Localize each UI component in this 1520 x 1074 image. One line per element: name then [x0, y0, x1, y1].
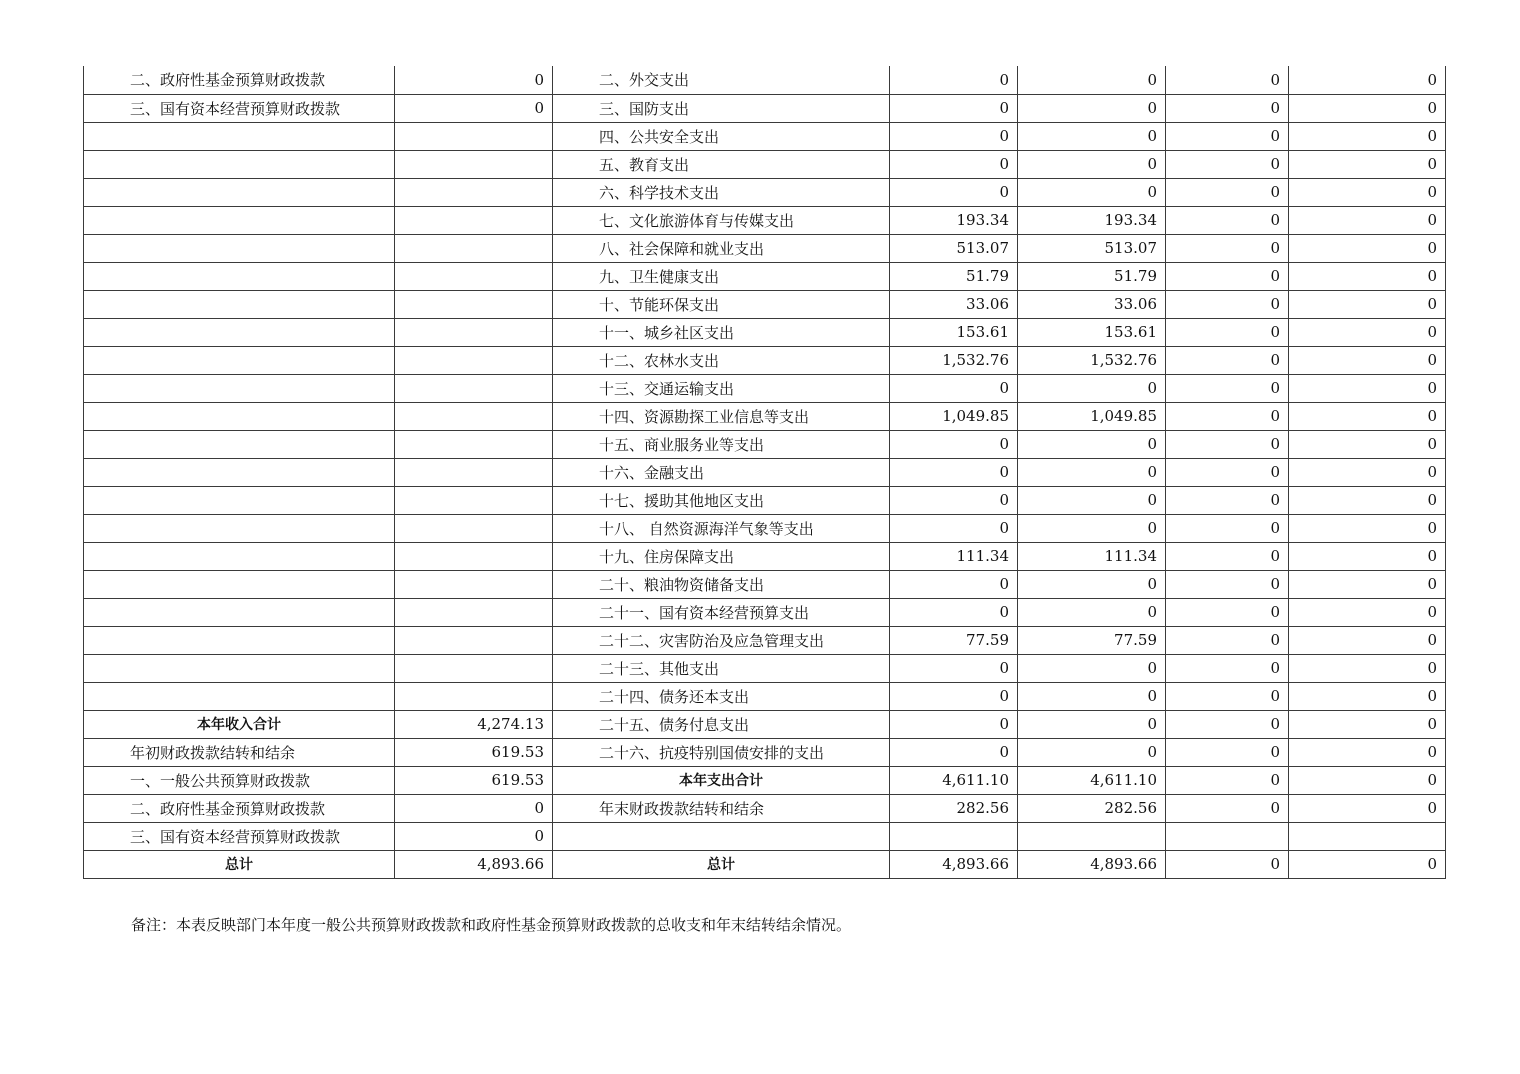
expense-state-capital: 0	[1289, 374, 1446, 402]
income-amount	[395, 402, 553, 430]
expense-general-public-budget: 0	[1018, 570, 1166, 598]
expense-item-label: 十二、农林水支出	[553, 346, 890, 374]
expense-total: 0	[890, 710, 1018, 738]
expense-total: 0	[890, 122, 1018, 150]
expense-general-public-budget: 77.59	[1018, 626, 1166, 654]
expense-state-capital: 0	[1289, 318, 1446, 346]
income-amount	[395, 290, 553, 318]
table-row	[84, 654, 1446, 682]
expense-general-public-budget: 1,049.85	[1018, 402, 1166, 430]
expense-government-fund: 0	[1166, 738, 1289, 766]
income-amount	[395, 598, 553, 626]
table-row	[84, 66, 1446, 94]
expense-general-public-budget: 0	[1018, 738, 1166, 766]
expense-general-public-budget: 0	[1018, 66, 1166, 94]
table-row	[84, 598, 1446, 626]
expense-total: 33.06	[890, 290, 1018, 318]
table-row	[84, 178, 1446, 206]
income-amount	[395, 374, 553, 402]
income-item-label	[84, 122, 395, 150]
expense-item-label: 年末财政拨款结转和结余	[553, 794, 890, 822]
table-row	[84, 150, 1446, 178]
expense-state-capital: 0	[1289, 710, 1446, 738]
expense-general-public-budget: 0	[1018, 682, 1166, 710]
expense-government-fund: 0	[1166, 430, 1289, 458]
expense-item-label: 十七、援助其他地区支出	[553, 486, 890, 514]
table-row	[84, 822, 1446, 850]
expense-state-capital: 0	[1289, 290, 1446, 318]
income-item-label	[84, 290, 395, 318]
income-item-label	[84, 262, 395, 290]
expense-government-fund: 0	[1166, 682, 1289, 710]
expense-general-public-budget: 0	[1018, 710, 1166, 738]
expense-total	[890, 822, 1018, 850]
income-amount	[395, 626, 553, 654]
income-amount: 0	[395, 66, 553, 94]
expense-state-capital: 0	[1289, 234, 1446, 262]
expense-general-public-budget: 0	[1018, 598, 1166, 626]
table-footnote: 备注：本表反映部门本年度一般公共预算财政拨款和政府性基金预算财政拨款的总收支和年末结转结余情况。	[131, 916, 852, 934]
expense-state-capital: 0	[1289, 654, 1446, 682]
expense-state-capital: 0	[1289, 346, 1446, 374]
table-row	[84, 570, 1446, 598]
expense-item-label: 二十、粮油物资储备支出	[553, 570, 890, 598]
expense-state-capital: 0	[1289, 570, 1446, 598]
expense-state-capital: 0	[1289, 66, 1446, 94]
expense-state-capital: 0	[1289, 794, 1446, 822]
expense-item-label: 二十二、灾害防治及应急管理支出	[553, 626, 890, 654]
income-amount	[395, 206, 553, 234]
expense-item-label: 总计	[553, 850, 890, 878]
expense-general-public-budget: 193.34	[1018, 206, 1166, 234]
expense-government-fund: 0	[1166, 122, 1289, 150]
income-item-label: 年初财政拨款结转和结余	[84, 738, 395, 766]
expense-total: 0	[890, 738, 1018, 766]
expense-total: 0	[890, 654, 1018, 682]
expense-general-public-budget: 513.07	[1018, 234, 1166, 262]
expense-government-fund: 0	[1166, 402, 1289, 430]
income-amount	[395, 122, 553, 150]
table-row	[84, 402, 1446, 430]
expense-total: 0	[890, 178, 1018, 206]
income-item-label	[84, 430, 395, 458]
expense-item-label	[553, 822, 890, 850]
expense-item-label: 二十四、债务还本支出	[553, 682, 890, 710]
expense-item-label: 十三、交通运输支出	[553, 374, 890, 402]
expense-general-public-budget: 33.06	[1018, 290, 1166, 318]
expense-government-fund	[1166, 822, 1289, 850]
income-amount	[395, 570, 553, 598]
expense-total: 4,611.10	[890, 766, 1018, 794]
expense-total: 0	[890, 514, 1018, 542]
income-item-label	[84, 234, 395, 262]
expense-total: 0	[890, 94, 1018, 122]
expense-government-fund: 0	[1166, 234, 1289, 262]
expense-government-fund: 0	[1166, 542, 1289, 570]
table-row	[84, 542, 1446, 570]
income-item-label	[84, 542, 395, 570]
table-row	[84, 262, 1446, 290]
expense-item-label: 二十三、其他支出	[553, 654, 890, 682]
expense-government-fund: 0	[1166, 318, 1289, 346]
income-amount	[395, 682, 553, 710]
expense-government-fund: 0	[1166, 458, 1289, 486]
income-item-label: 总计	[84, 850, 395, 878]
expense-general-public-budget: 0	[1018, 458, 1166, 486]
table-row	[84, 458, 1446, 486]
income-item-label: 本年收入合计	[84, 710, 395, 738]
income-amount: 0	[395, 822, 553, 850]
expense-state-capital: 0	[1289, 738, 1446, 766]
expense-state-capital: 0	[1289, 542, 1446, 570]
expense-total: 0	[890, 150, 1018, 178]
income-item-label	[84, 486, 395, 514]
income-item-label: 三、国有资本经营预算财政拨款	[84, 822, 395, 850]
income-item-label	[84, 402, 395, 430]
income-amount: 0	[395, 794, 553, 822]
income-amount	[395, 542, 553, 570]
expense-state-capital: 0	[1289, 514, 1446, 542]
table-row	[84, 850, 1446, 878]
income-item-label	[84, 318, 395, 346]
table-row	[84, 290, 1446, 318]
income-item-label	[84, 150, 395, 178]
expense-item-label: 二、外交支出	[553, 66, 890, 94]
income-item-label	[84, 374, 395, 402]
income-amount: 0	[395, 94, 553, 122]
expense-general-public-budget: 0	[1018, 430, 1166, 458]
expense-state-capital: 0	[1289, 766, 1446, 794]
income-amount	[395, 150, 553, 178]
income-amount	[395, 318, 553, 346]
table-row	[84, 122, 1446, 150]
expense-total: 0	[890, 570, 1018, 598]
expense-state-capital: 0	[1289, 626, 1446, 654]
expense-general-public-budget: 1,532.76	[1018, 346, 1166, 374]
expense-government-fund: 0	[1166, 486, 1289, 514]
expense-state-capital: 0	[1289, 430, 1446, 458]
expense-government-fund: 0	[1166, 654, 1289, 682]
expense-item-label: 七、文化旅游体育与传媒支出	[553, 206, 890, 234]
expense-government-fund: 0	[1166, 626, 1289, 654]
income-amount: 4,274.13	[395, 710, 553, 738]
income-amount	[395, 486, 553, 514]
expense-total: 1,049.85	[890, 402, 1018, 430]
expense-general-public-budget: 4,611.10	[1018, 766, 1166, 794]
income-item-label: 二、政府性基金预算财政拨款	[84, 66, 395, 94]
income-amount	[395, 458, 553, 486]
table-row	[84, 626, 1446, 654]
expense-item-label: 四、公共安全支出	[553, 122, 890, 150]
expense-state-capital: 0	[1289, 402, 1446, 430]
expense-general-public-budget: 0	[1018, 178, 1166, 206]
expense-total: 1,532.76	[890, 346, 1018, 374]
expense-item-label: 十、节能环保支出	[553, 290, 890, 318]
expense-general-public-budget: 0	[1018, 122, 1166, 150]
expense-government-fund: 0	[1166, 570, 1289, 598]
expense-general-public-budget: 0	[1018, 654, 1166, 682]
expense-government-fund: 0	[1166, 346, 1289, 374]
expense-general-public-budget: 0	[1018, 150, 1166, 178]
income-item-label	[84, 514, 395, 542]
expense-general-public-budget: 0	[1018, 486, 1166, 514]
income-amount	[395, 430, 553, 458]
expense-item-label: 九、卫生健康支出	[553, 262, 890, 290]
expense-government-fund: 0	[1166, 710, 1289, 738]
table-row	[84, 374, 1446, 402]
table-row	[84, 430, 1446, 458]
expense-item-label: 五、教育支出	[553, 150, 890, 178]
expense-total: 0	[890, 66, 1018, 94]
table-row	[84, 710, 1446, 738]
expense-state-capital	[1289, 822, 1446, 850]
expense-government-fund: 0	[1166, 290, 1289, 318]
expense-government-fund: 0	[1166, 206, 1289, 234]
budget-table	[83, 66, 1446, 879]
income-item-label	[84, 178, 395, 206]
expense-total: 0	[890, 682, 1018, 710]
expense-item-label: 十八、 自然资源海洋气象等支出	[553, 514, 890, 542]
income-amount	[395, 654, 553, 682]
expense-general-public-budget: 0	[1018, 514, 1166, 542]
expense-general-public-budget: 111.34	[1018, 542, 1166, 570]
expense-total: 77.59	[890, 626, 1018, 654]
expense-government-fund: 0	[1166, 66, 1289, 94]
expense-item-label: 十四、资源勘探工业信息等支出	[553, 402, 890, 430]
income-amount: 619.53	[395, 766, 553, 794]
expense-government-fund: 0	[1166, 794, 1289, 822]
income-item-label	[84, 598, 395, 626]
expense-item-label: 十一、城乡社区支出	[553, 318, 890, 346]
expense-total: 513.07	[890, 234, 1018, 262]
expense-total: 282.56	[890, 794, 1018, 822]
income-amount: 4,893.66	[395, 850, 553, 878]
expense-item-label: 二十五、债务付息支出	[553, 710, 890, 738]
expense-state-capital: 0	[1289, 94, 1446, 122]
income-item-label: 三、国有资本经营预算财政拨款	[84, 94, 395, 122]
expense-item-label: 二十一、国有资本经营预算支出	[553, 598, 890, 626]
income-item-label	[84, 346, 395, 374]
expense-item-label: 八、社会保障和就业支出	[553, 234, 890, 262]
expense-item-label: 本年支出合计	[553, 766, 890, 794]
expense-general-public-budget: 282.56	[1018, 794, 1166, 822]
expense-item-label: 二十六、抗疫特别国债安排的支出	[553, 738, 890, 766]
expense-total: 0	[890, 430, 1018, 458]
income-amount	[395, 346, 553, 374]
expense-government-fund: 0	[1166, 598, 1289, 626]
expense-government-fund: 0	[1166, 374, 1289, 402]
expense-item-label: 十九、住房保障支出	[553, 542, 890, 570]
expense-state-capital: 0	[1289, 178, 1446, 206]
income-amount	[395, 262, 553, 290]
expense-state-capital: 0	[1289, 598, 1446, 626]
expense-government-fund: 0	[1166, 766, 1289, 794]
table-row	[84, 738, 1446, 766]
expense-government-fund: 0	[1166, 150, 1289, 178]
table-row	[84, 486, 1446, 514]
expense-total: 0	[890, 458, 1018, 486]
table-row	[84, 94, 1446, 122]
expense-government-fund: 0	[1166, 178, 1289, 206]
expense-state-capital: 0	[1289, 150, 1446, 178]
expense-state-capital: 0	[1289, 486, 1446, 514]
table-row	[84, 682, 1446, 710]
income-item-label	[84, 626, 395, 654]
income-amount	[395, 234, 553, 262]
expense-general-public-budget: 51.79	[1018, 262, 1166, 290]
income-item-label	[84, 570, 395, 598]
income-item-label	[84, 206, 395, 234]
income-amount	[395, 178, 553, 206]
expense-state-capital: 0	[1289, 458, 1446, 486]
income-item-label: 一、一般公共预算财政拨款	[84, 766, 395, 794]
income-item-label: 二、政府性基金预算财政拨款	[84, 794, 395, 822]
expense-government-fund: 0	[1166, 850, 1289, 878]
expense-government-fund: 0	[1166, 514, 1289, 542]
expense-general-public-budget: 153.61	[1018, 318, 1166, 346]
table-row	[84, 514, 1446, 542]
expense-item-label: 十五、商业服务业等支出	[553, 430, 890, 458]
expense-item-label: 十六、金融支出	[553, 458, 890, 486]
expense-general-public-budget: 0	[1018, 94, 1166, 122]
income-item-label	[84, 458, 395, 486]
table-row	[84, 766, 1446, 794]
expense-state-capital: 0	[1289, 682, 1446, 710]
income-amount: 619.53	[395, 738, 553, 766]
expense-general-public-budget: 4,893.66	[1018, 850, 1166, 878]
expense-state-capital: 0	[1289, 850, 1446, 878]
expense-total: 111.34	[890, 542, 1018, 570]
expense-state-capital: 0	[1289, 206, 1446, 234]
expense-general-public-budget: 0	[1018, 374, 1166, 402]
budget-table-body	[84, 66, 1446, 878]
expense-item-label: 六、科学技术支出	[553, 178, 890, 206]
expense-government-fund: 0	[1166, 262, 1289, 290]
expense-total: 0	[890, 374, 1018, 402]
expense-state-capital: 0	[1289, 262, 1446, 290]
table-row	[84, 234, 1446, 262]
table-row	[84, 318, 1446, 346]
expense-total: 4,893.66	[890, 850, 1018, 878]
expense-government-fund: 0	[1166, 94, 1289, 122]
income-amount	[395, 514, 553, 542]
expense-total: 153.61	[890, 318, 1018, 346]
expense-general-public-budget	[1018, 822, 1166, 850]
expense-total: 193.34	[890, 206, 1018, 234]
table-row	[84, 206, 1446, 234]
income-item-label	[84, 682, 395, 710]
income-item-label	[84, 654, 395, 682]
expense-state-capital: 0	[1289, 122, 1446, 150]
table-row	[84, 346, 1446, 374]
expense-item-label: 三、国防支出	[553, 94, 890, 122]
expense-total: 0	[890, 598, 1018, 626]
expense-total: 0	[890, 486, 1018, 514]
expense-total: 51.79	[890, 262, 1018, 290]
table-row	[84, 794, 1446, 822]
